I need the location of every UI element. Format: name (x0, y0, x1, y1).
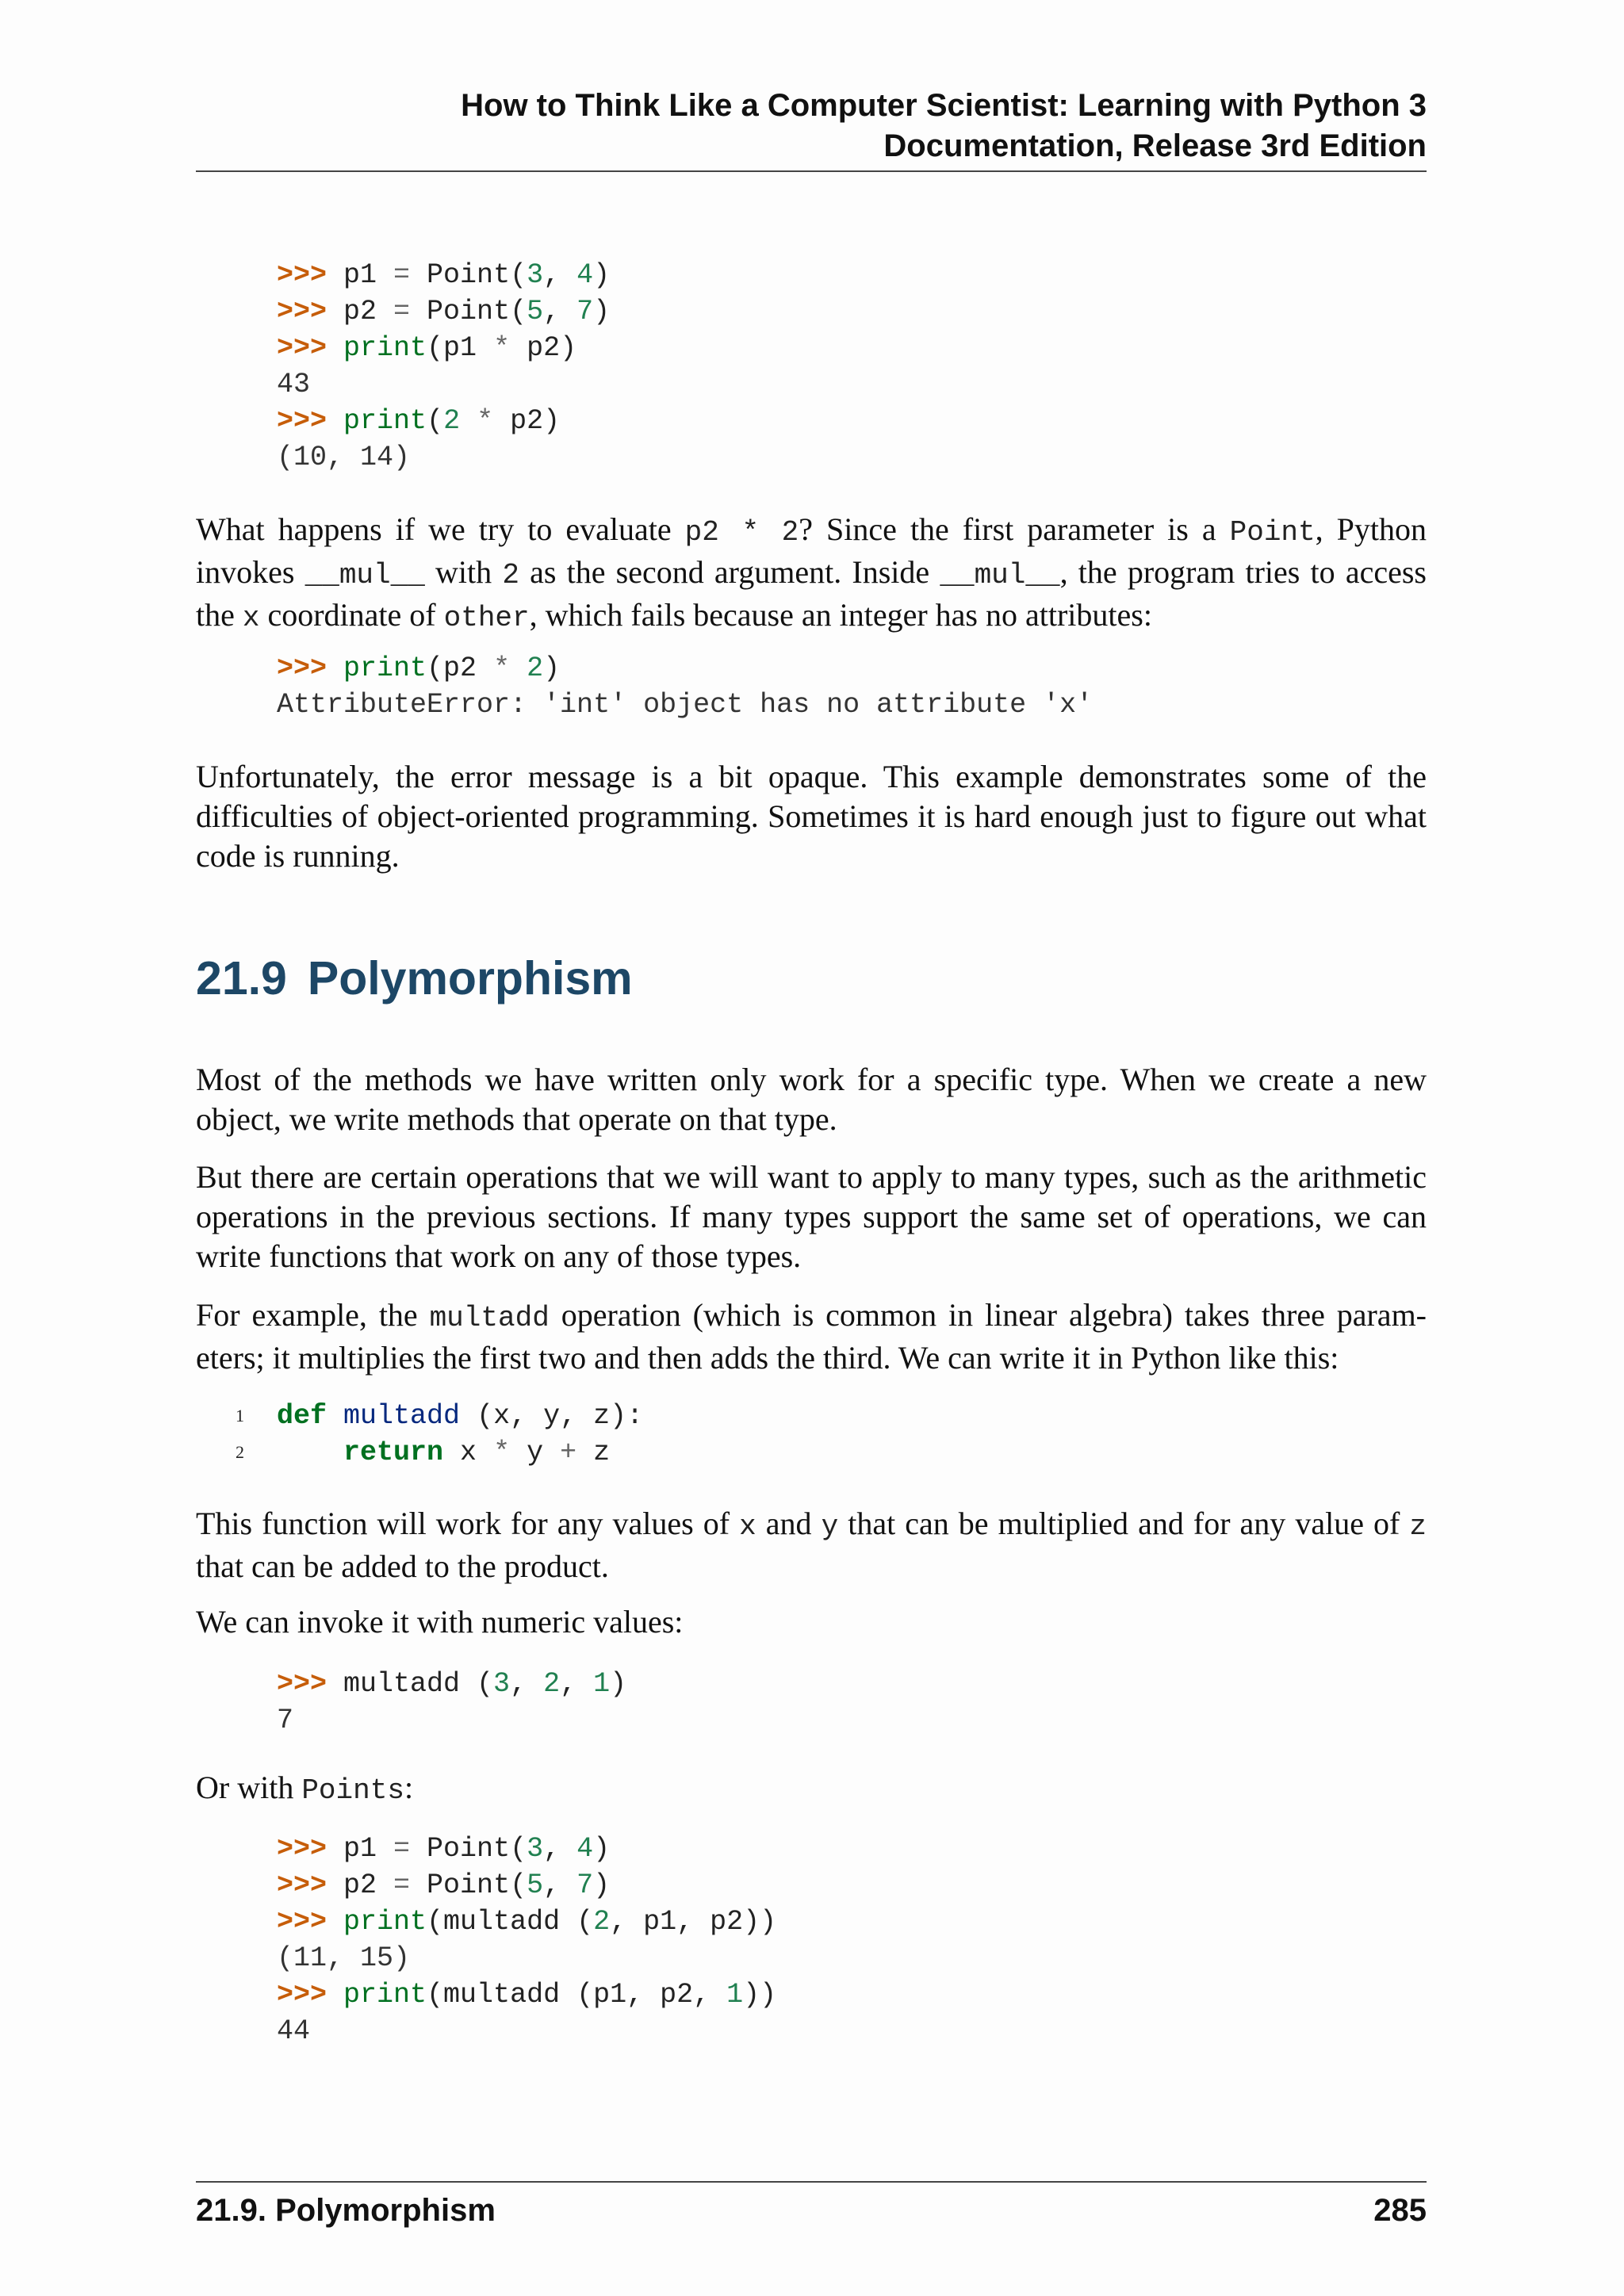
code-token: print (343, 405, 427, 437)
prompt-token: >>> (277, 259, 344, 291)
section-heading (196, 951, 633, 1005)
code-token: , (543, 296, 577, 327)
code-token: y (510, 1437, 561, 1468)
code-token: return (343, 1437, 444, 1468)
prompt-token: >>> (277, 332, 344, 364)
code-token: Point( (410, 296, 527, 327)
code-block (236, 1398, 1507, 1471)
code-token: , p1, p2)) (610, 1906, 777, 1938)
paragraph (196, 1158, 1427, 1276)
code-token: , (560, 1668, 594, 1700)
code-token: 5 (527, 1869, 544, 1901)
code-token: p1 (343, 1833, 394, 1865)
paragraph (196, 1504, 1427, 1586)
inline-code: Points (301, 1774, 404, 1807)
text-run: Unfortunately, the error message is a bit opaque. This example demonstrates some of the difficulties of object-oriented programming. Sometimes it is hard enough just to figure out what code is running. (196, 759, 1427, 874)
code-token (460, 405, 477, 437)
code-line (277, 1976, 1507, 2013)
code-token: 43 (277, 369, 311, 400)
code-token: x (443, 1437, 494, 1468)
code-token: , (543, 1833, 577, 1865)
code-token: Point( (410, 1833, 527, 1865)
header-title-line1: How to Think Like a Computer Scientist: Learning with Python 3 (461, 88, 1427, 123)
text-run: , which fails because an integer has no attributes: (529, 597, 1152, 633)
code-token: ( (427, 405, 444, 437)
prompt-token: >>> (277, 405, 344, 437)
code-token: 3 (493, 1668, 511, 1700)
code-line (277, 293, 1507, 330)
code-token (277, 1437, 343, 1468)
code-token: = (393, 1833, 411, 1865)
code-token: , (543, 1869, 577, 1901)
code-block (277, 1666, 1507, 1739)
code-token: 2 (593, 1906, 611, 1938)
code-token: )) (743, 1979, 777, 2011)
prompt-token: >>> (277, 1833, 344, 1865)
inline-code: y (821, 1510, 839, 1543)
code-token: 44 (277, 2015, 311, 2047)
code-line (277, 257, 1507, 293)
code-line (277, 366, 1507, 403)
code-token: ) (593, 296, 611, 327)
code-token: 7 (576, 296, 594, 327)
code-token: print (343, 1979, 427, 2011)
inline-code: __mul__ (940, 559, 1060, 591)
text-run: coordinate of (259, 597, 444, 633)
text-run: and (756, 1506, 822, 1541)
code-line (277, 1666, 1507, 1702)
line-number: 1 (236, 1406, 244, 1425)
text-run: that can be multiplied and for any value of (838, 1506, 1410, 1541)
code-token: * (493, 1437, 511, 1468)
prompt-token: >>> (277, 652, 344, 684)
code-token: 2 (543, 1668, 561, 1700)
code-token: (10, 14) (277, 442, 411, 473)
text-run: Or with (196, 1770, 302, 1805)
footer-rule (196, 2181, 1427, 2183)
code-token: print (343, 652, 427, 684)
code-token: 3 (527, 1833, 544, 1865)
prompt-token: >>> (277, 1979, 344, 2011)
code-token: (multadd ( (427, 1906, 594, 1938)
code-token: print (343, 332, 427, 364)
code-token: p2 (343, 296, 394, 327)
code-token: AttributeError: 'int' object has no attribute 'x' (277, 689, 1094, 721)
paragraph (196, 1768, 1427, 1811)
text-run: What happens if we try to evaluate (196, 511, 685, 547)
page-number: 285 (1373, 2193, 1427, 2228)
code-token (510, 652, 527, 684)
text-run: , Python invokes (196, 511, 1427, 590)
code-token: * (493, 652, 511, 684)
code-token: multadd (343, 1400, 461, 1432)
text-run: We can invoke it with numeric values: (196, 1604, 684, 1640)
code-line (277, 1867, 1507, 1904)
inline-code: Point (1229, 516, 1316, 549)
section-title: Polymorphism (307, 952, 633, 1004)
code-line (277, 439, 1507, 476)
text-run: For example, the (196, 1297, 430, 1333)
code-token: (p1 (427, 332, 494, 364)
code-line (277, 330, 1507, 366)
code-token: (11, 15) (277, 1942, 411, 1974)
inline-code: z (1409, 1510, 1427, 1543)
code-token: ) (593, 259, 611, 291)
code-token: (x, y, z): (460, 1400, 644, 1432)
text-run: Most of the methods we have written only work for a specific type. When we create a new object, we write methods that operate on that type. (196, 1062, 1427, 1137)
code-token: 1 (726, 1979, 744, 2011)
text-run: But there are certain operations that we will want to apply to many types, such as the arithmetic operations in the previous sections. If many types support the same set of operations, we can write functions that work on any of those types. (196, 1159, 1427, 1274)
footer-section: 21.9. Polymorphism (196, 2193, 496, 2228)
line-number: 2 (236, 1442, 244, 1462)
code-token: = (393, 296, 411, 327)
code-token: p2 (343, 1869, 394, 1901)
text-run: with (424, 554, 503, 590)
inline-code: __mul__ (304, 559, 425, 591)
code-line (277, 1702, 1507, 1739)
text-run: operation (which is common in linear algebra) takes three param-eters; it multiplies the first two and then adds the third. We can write it in Python like this: (196, 1297, 1427, 1376)
code-token: ) (593, 1833, 611, 1865)
code-line (277, 687, 1507, 723)
text-run: ? Since the first parameter is a (799, 511, 1230, 547)
prompt-token: >>> (277, 1668, 344, 1700)
code-line (236, 1434, 1507, 1471)
inline-code: x (242, 602, 260, 634)
paragraph (196, 1295, 1427, 1378)
code-block (277, 257, 1507, 476)
code-token: * (477, 405, 494, 437)
text-run: that can be added to the product. (196, 1548, 609, 1584)
code-line (277, 1831, 1507, 1867)
code-token: 1 (593, 1668, 611, 1700)
code-line (236, 1398, 1507, 1434)
code-token: = (393, 259, 411, 291)
code-token: , (543, 259, 577, 291)
code-token: 4 (576, 259, 594, 291)
code-token: ) (593, 1869, 611, 1901)
text-run: : (404, 1770, 414, 1805)
code-token: (multadd (p1, p2, (427, 1979, 727, 2011)
code-line (277, 1904, 1507, 1940)
section-number: 21.9 (196, 952, 287, 1004)
header-rule (196, 170, 1427, 172)
code-token: ) (610, 1668, 627, 1700)
code-token: 5 (527, 296, 544, 327)
inline-code: x (739, 1510, 756, 1543)
code-line (277, 1940, 1507, 1976)
code-token: 2 (527, 652, 544, 684)
inline-code: p2 * 2 (684, 516, 799, 549)
code-token: Point( (410, 259, 527, 291)
code-token: p2) (493, 405, 561, 437)
code-token: 7 (277, 1705, 294, 1736)
inline-code: multadd (429, 1302, 550, 1334)
code-token: Point( (410, 1869, 527, 1901)
code-token: multadd ( (343, 1668, 494, 1700)
running-header (461, 86, 1427, 166)
code-token: , (510, 1668, 544, 1700)
code-token: 2 (443, 405, 461, 437)
code-token: p1 (343, 259, 394, 291)
header-title-line2: Documentation, Release 3rd Edition (883, 128, 1427, 163)
code-token: (p2 (427, 652, 494, 684)
code-token: print (343, 1906, 427, 1938)
inline-code: 2 (502, 559, 519, 591)
paragraph (196, 510, 1427, 638)
prompt-token: >>> (277, 1869, 344, 1901)
running-footer (196, 2191, 1427, 2230)
text-run: This function will work for any values of (196, 1506, 740, 1541)
code-token: 4 (576, 1833, 594, 1865)
code-block (277, 650, 1507, 723)
paragraph (196, 757, 1427, 876)
code-token: * (493, 332, 511, 364)
code-token: + (560, 1437, 577, 1468)
code-block (277, 1831, 1507, 2049)
code-token: = (393, 1869, 411, 1901)
text-run: as the second argument. Inside (519, 554, 940, 590)
paragraph (196, 1060, 1427, 1139)
code-token: def (277, 1400, 327, 1432)
code-token (327, 1400, 343, 1432)
code-line (277, 403, 1507, 439)
code-token: 7 (576, 1869, 594, 1901)
code-token: ) (543, 652, 561, 684)
code-token: z (576, 1437, 611, 1468)
code-token: 3 (527, 259, 544, 291)
code-line (277, 2013, 1507, 2049)
paragraph (196, 1602, 1427, 1642)
prompt-token: >>> (277, 1906, 344, 1938)
inline-code: other (443, 602, 530, 634)
code-token: p2) (510, 332, 577, 364)
code-line (277, 650, 1507, 687)
prompt-token: >>> (277, 296, 344, 327)
text-run: , the program tries to access the (196, 554, 1427, 633)
